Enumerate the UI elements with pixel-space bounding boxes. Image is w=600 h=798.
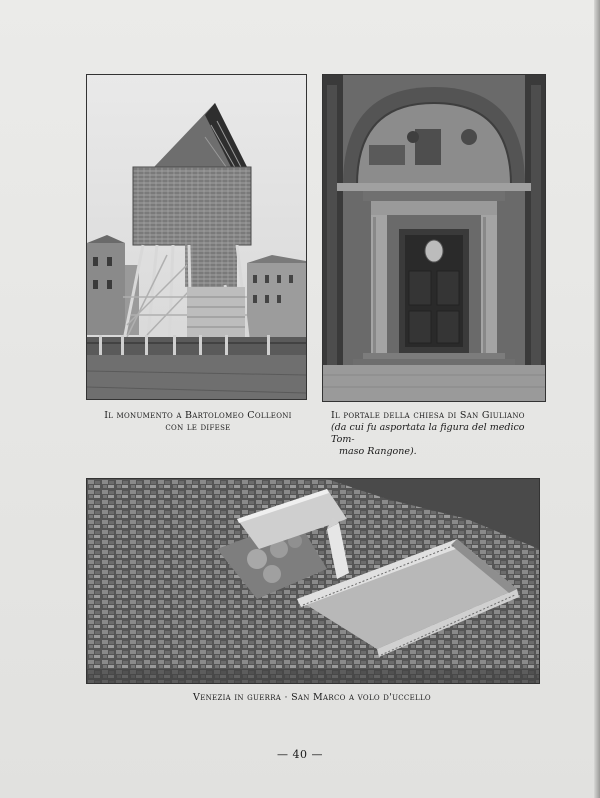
monument-caption [92,410,304,434]
monument-caption-line1: Il monumento a Bartolomeo Colleoni [104,410,292,421]
portal-photo [322,74,546,402]
portal-caption-line2: (da cui fu asportata la figura del medico Tom- [331,422,525,445]
portal-caption-line1: Il portale della chiesa di San Giuliano [331,410,525,421]
page-number: — 40 — [277,748,323,761]
aerial-photo [86,478,540,684]
aerial-caption: Venezia in guerra · San Marco a volo d'uccello [193,692,431,703]
portal-caption-line3: maso Rangone). [339,446,417,457]
portal-caption [331,410,546,458]
page-edge [594,0,600,798]
monument-photo [86,74,307,400]
monument-caption-line2: con le difese [165,422,231,433]
